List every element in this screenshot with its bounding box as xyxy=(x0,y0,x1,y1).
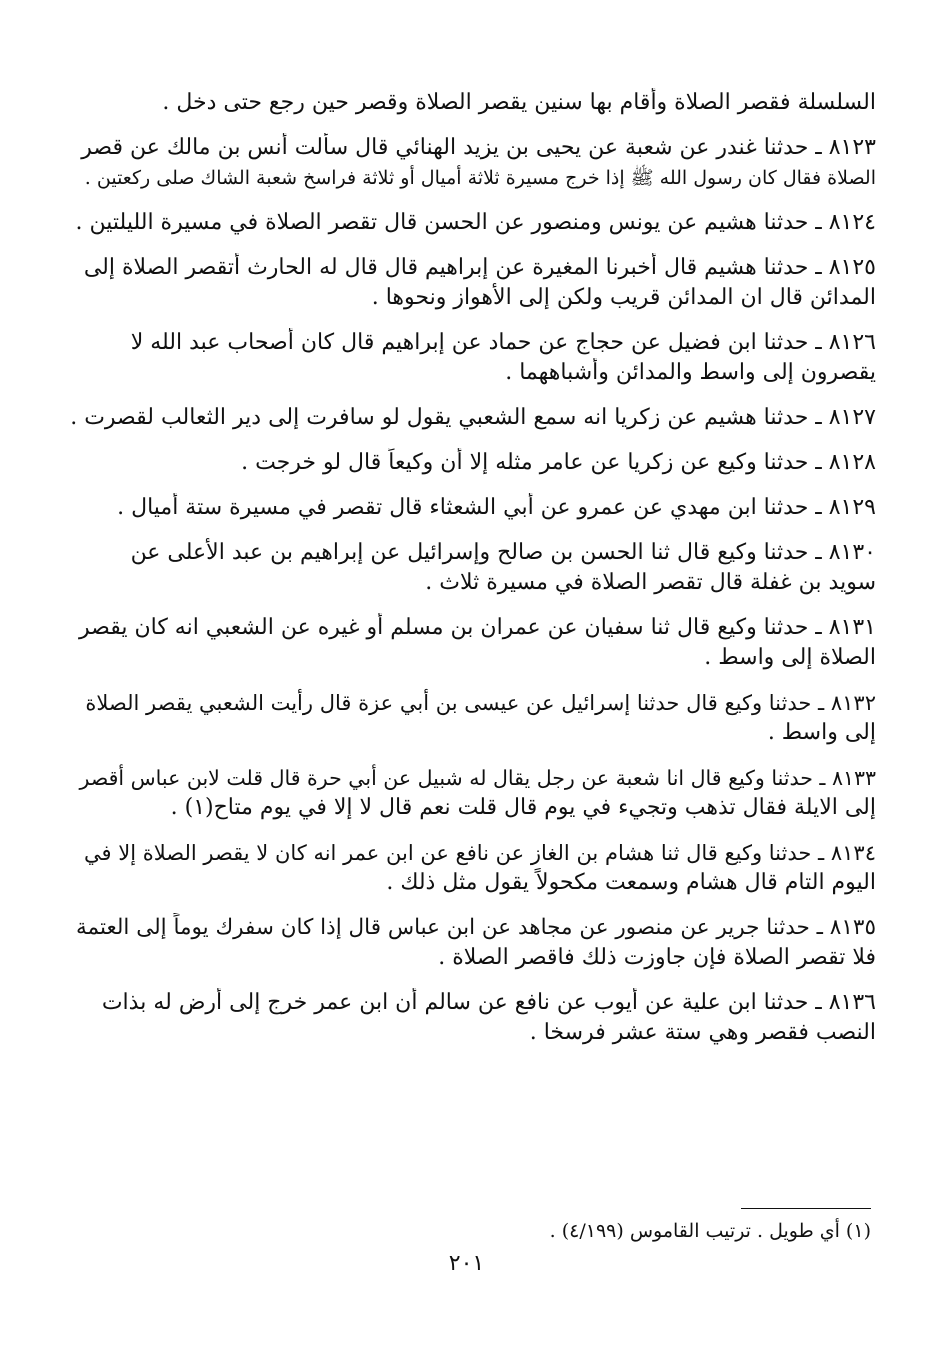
hadith-paragraph xyxy=(70,133,876,193)
hadith-paragraph xyxy=(70,763,876,823)
hadith-paragraph xyxy=(70,328,876,388)
text-line: ٨١٣٣ ـ حدثنا وكيع قال انا شعبة عن رجل يقال له شبيل عن أبي حرة قال قلت لابن عباس أقصر xyxy=(79,766,876,790)
hadith-paragraph xyxy=(70,403,876,433)
hadith-paragraph xyxy=(70,448,876,478)
hadith-paragraph xyxy=(70,913,876,973)
text-line: الصلاة إلى واسط . xyxy=(704,645,876,670)
text-line: يقصرون إلى واسط والمدائن وأشباههما . xyxy=(505,360,876,385)
text-line: الصلاة فقال كان رسول الله ﷺ إذا خرج مسيرة ثلاثة أميال أو ثلاثة فراسخ شعبة الشاك صلى ركعتين . xyxy=(84,167,876,189)
hadith-paragraph xyxy=(70,538,876,598)
footnote: (١) أي طويل . ترتيب القاموس (٤/١٩٩) . xyxy=(549,1220,871,1242)
hadith-paragraph xyxy=(70,253,876,313)
hadith-paragraph xyxy=(70,688,876,748)
text-line: ٨١٢٦ ـ حدثنا ابن فضيل عن حجاج عن حماد عن إبراهيم قال كان أصحاب عبد الله لا xyxy=(130,330,876,355)
text-line: ٨١٢٥ ـ حدثنا هشيم قال أخبرنا المغيرة عن إبراهيم قال قال له الحارث أتقصر الصلاة إلى xyxy=(83,255,876,280)
text-line: سويد بن غفلة قال تقصر الصلاة في مسيرة ثلاث . xyxy=(425,570,876,595)
hadith-paragraph xyxy=(70,613,876,673)
text-line: النصب فقصر وهي ستة عشر فرسخا . xyxy=(529,1020,876,1045)
hadith-paragraph xyxy=(70,208,876,238)
footnote-divider xyxy=(741,1208,871,1209)
text-line: ٨١٣٠ ـ حدثنا وكيع قال ثنا الحسن بن صالح وإسرائيل عن إبراهيم بن عبد الأعلى عن xyxy=(130,540,876,565)
text-line: ٨١٢٣ ـ حدثنا غندر عن شعبة عن يحيى بن يزيد الهنائي قال سألت أنس بن مالك عن قصر xyxy=(81,135,876,160)
text-line: فلا تقصر الصلاة فإن جاوزت ذلك فاقصر الصلاة . xyxy=(438,945,876,970)
text-line: ٨١٣٦ ـ حدثنا ابن علية عن أيوب عن نافع عن سالم أن ابن عمر خرج إلى أرض له بذات xyxy=(101,990,876,1015)
page-number: ٢٠١ xyxy=(448,1251,485,1276)
hadith-paragraph xyxy=(70,988,876,1048)
text-line: ٨١٣٢ ـ حدثنا وكيع قال حدثنا إسرائيل عن عيسى بن أبي عزة قال رأيت الشعبي يقصر الصلاة xyxy=(85,691,876,715)
text-line: ٨١٢٤ ـ حدثنا هشيم عن يونس ومنصور عن الحسن قال تقصر الصلاة في مسيرة الليلتين . xyxy=(75,210,876,235)
text-line: ٨١٣٥ ـ حدثنا جرير عن منصور عن مجاهد عن ابن عباس قال إذا كان سفرك يوماً إلى العتمة xyxy=(76,915,876,940)
text-line: ٨١٢٨ ـ حدثنا وكيع عن زكريا عن عامر مثله إلا أن وكيعاً قال لو خرجت . xyxy=(241,450,876,475)
text-line: ٨١٣٤ ـ حدثنا وكيع قال ثنا هشام بن الغاز عن نافع عن ابن عمر انه كان لا يقصر الصلاة إلا في xyxy=(84,841,876,865)
text-line: ٨١٢٧ ـ حدثنا هشيم عن زكريا انه سمع الشعبي يقول لو سافرت إلى دير الثعالب لقصرت . xyxy=(70,405,876,430)
hadith-paragraph xyxy=(70,493,876,523)
text-line: ٨١٣١ ـ حدثنا وكيع قال ثنا سفيان عن عمران بن مسلم أو غيره عن الشعبي انه كان يقصر xyxy=(79,615,876,640)
text-line: إلى واسط . xyxy=(767,720,876,745)
text-line: اليوم التام قال هشام وسمعت مكحولاً يقول مثل ذلك . xyxy=(386,870,876,895)
text-line: السلسلة فقصر الصلاة وأقام بها سنين يقصر الصلاة وقصر حين رجع حتى دخل . xyxy=(162,90,876,115)
text-line: إلى الايلة فقال تذهب وتجيء في يوم قال قلت نعم قال لا إلا في يوم متاح(١) . xyxy=(170,795,876,820)
hadith-paragraph xyxy=(70,88,876,118)
hadith-paragraph xyxy=(70,838,876,898)
text-line: ٨١٢٩ ـ حدثنا ابن مهدي عن عمرو عن أبي الشعثاء قال تقصر في مسيرة ستة أميال . xyxy=(117,495,876,520)
document-body xyxy=(70,88,876,1063)
text-line: المدائن قال ان المدائن قريب ولكن إلى الأهواز ونحوها . xyxy=(371,285,876,310)
